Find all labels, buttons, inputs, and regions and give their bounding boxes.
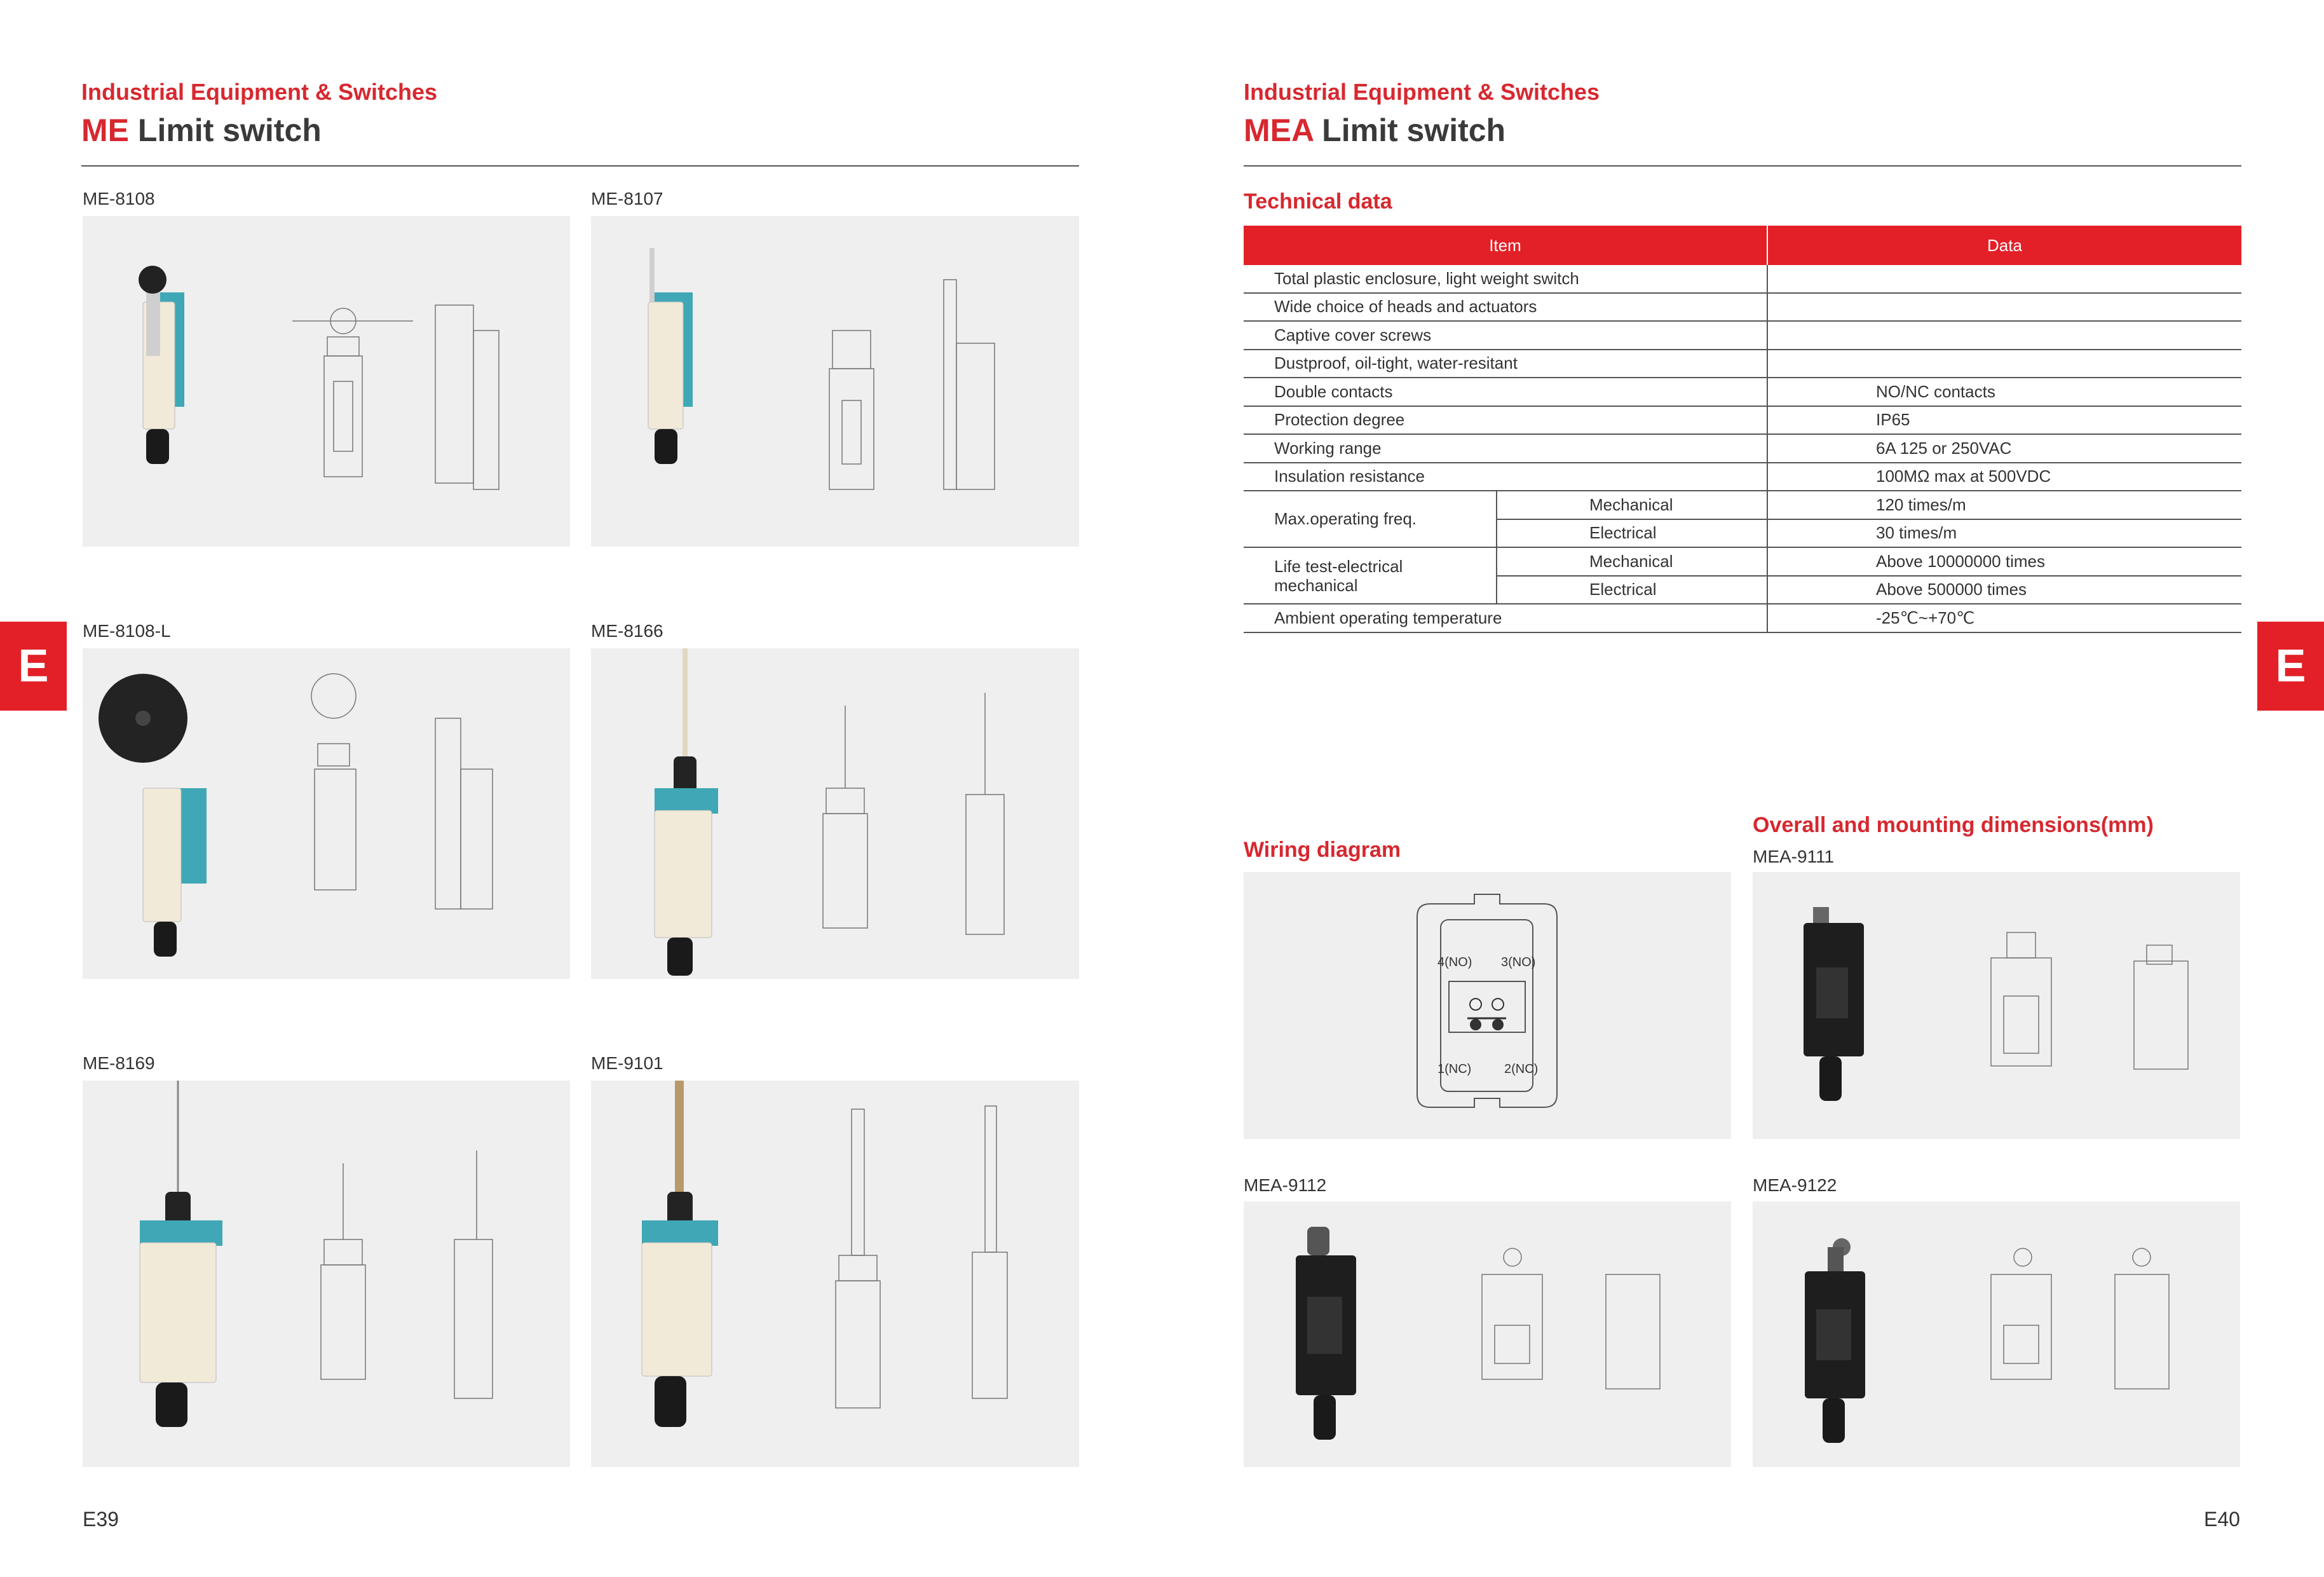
terminal-label-3no: 3(NO)	[1501, 955, 1536, 969]
row-item: Protection degree	[1244, 406, 1767, 435]
left-page-number: E39	[83, 1508, 119, 1531]
technical-data-heading: Technical data	[1244, 189, 1392, 214]
wiring-diagram-heading: Wiring diagram	[1244, 838, 1401, 862]
product-label-mea-9122: MEA-9122	[1753, 1175, 1837, 1195]
product-illustration-mea-9111	[1753, 872, 2240, 1139]
table-row	[1244, 293, 2241, 322]
product-panel-me-8108-l	[83, 648, 570, 979]
product-panel-mea-9112	[1244, 1201, 1731, 1467]
product-label-me-9101: ME-9101	[591, 1053, 663, 1073]
switch-photo	[139, 266, 184, 464]
product-panel-me-9101	[591, 1081, 1079, 1467]
left-title-rule	[81, 165, 1079, 167]
product-label-me-8108: ME-8108	[83, 189, 155, 208]
right-section-tab: E	[2257, 622, 2324, 711]
row-value: NO/NC contacts	[1767, 378, 2241, 406]
row-value: 120 times/m	[1767, 491, 2241, 519]
product-panel-me-8107	[591, 216, 1079, 547]
switch-photo	[1804, 907, 1864, 1101]
row-value: Above 10000000 times	[1767, 547, 2241, 576]
table-row	[1244, 350, 2241, 378]
switch-photo	[655, 648, 718, 976]
terminal-label-4no: 4(NO)	[1437, 955, 1472, 969]
product-illustration-me-8108	[83, 216, 570, 547]
right-category: Industrial Equipment & Switches	[1244, 79, 1600, 105]
product-panel-me-8108	[83, 216, 570, 547]
row-value: 100MΩ max at 500VDC	[1767, 463, 2241, 491]
table-row	[1244, 321, 2241, 350]
row-item: Captive cover screws	[1244, 321, 1767, 350]
dimension-drawing	[823, 693, 1004, 934]
product-illustration-me-9101	[591, 1081, 1079, 1467]
product-label-me-8107: ME-8107	[591, 189, 663, 208]
product-illustration-me-8166	[591, 648, 1079, 979]
right-page-number: E40	[2204, 1508, 2240, 1531]
table-row	[1244, 491, 2241, 519]
row-value: IP65	[1767, 406, 2241, 435]
wiring-diagram-panel	[1244, 872, 1731, 1139]
dimension-drawing	[292, 305, 499, 489]
row-value: Above 500000 times	[1767, 576, 2241, 604]
right-title-rest: Limit switch	[1322, 113, 1506, 148]
product-panel-me-8169	[83, 1081, 570, 1467]
product-illustration-mea-9122	[1753, 1201, 2240, 1467]
row-item: Max.operating freq.	[1244, 491, 1497, 547]
right-title-rule	[1244, 165, 2241, 167]
dimension-drawing	[321, 1150, 493, 1398]
product-panel-mea-9122	[1753, 1201, 2240, 1467]
dimension-drawing	[836, 1106, 1007, 1408]
row-value: -25℃~+70℃	[1767, 604, 2241, 632]
row-item	[1244, 547, 1497, 604]
left-page-title	[81, 112, 322, 149]
table-row	[1244, 604, 2241, 632]
table-row	[1244, 378, 2241, 406]
terminal-label-1nc: 1(NC)	[1437, 1062, 1472, 1076]
row-item: Total plastic enclosure, light weight switch	[1244, 265, 1767, 293]
product-panel-me-8166	[591, 648, 1079, 979]
left-title-rest: Limit switch	[137, 113, 322, 148]
table-header-data: Data	[1767, 226, 2241, 265]
dimension-drawing	[311, 674, 493, 909]
dimension-drawing	[1991, 932, 2188, 1069]
switch-photo	[1805, 1238, 1865, 1443]
row-item-line: mechanical	[1274, 575, 1358, 595]
row-subitem: Mechanical	[1497, 547, 1767, 576]
dimension-drawing	[829, 280, 995, 489]
row-subitem: Mechanical	[1497, 491, 1767, 519]
row-item: Dustproof, oil-tight, water-resitant	[1244, 350, 1767, 378]
row-item-line: Life test-electrical	[1274, 556, 1403, 576]
row-value: 6A 125 or 250VAC	[1767, 434, 2241, 463]
product-panel-mea-9111	[1753, 872, 2240, 1139]
row-value: 30 times/m	[1767, 519, 2241, 548]
switch-photo	[99, 674, 207, 957]
table-row	[1244, 547, 2241, 576]
wiring-diagram	[1244, 872, 1731, 1139]
switch-photo	[642, 1081, 718, 1427]
table-row	[1244, 406, 2241, 435]
switch-photo	[140, 1081, 222, 1427]
row-subitem: Electrical	[1497, 576, 1767, 604]
product-label-me-8169: ME-8169	[83, 1053, 155, 1073]
right-title-code: MEA	[1244, 113, 1314, 148]
dimensions-heading: Overall and mounting dimensions(mm)	[1753, 813, 2154, 837]
row-item: Wide choice of heads and actuators	[1244, 293, 1767, 322]
product-label-mea-9112: MEA-9112	[1244, 1175, 1327, 1195]
left-title-code: ME	[81, 113, 129, 148]
table-row	[1244, 265, 2241, 293]
table-header-item: Item	[1244, 226, 1767, 265]
product-illustration-me-8107	[591, 216, 1079, 547]
terminal-label-2nc: 2(NC)	[1504, 1062, 1539, 1076]
table-row	[1244, 434, 2241, 463]
table-row	[1244, 463, 2241, 491]
product-label-me-8108-l: ME-8108-L	[83, 621, 171, 641]
row-item: Double contacts	[1244, 378, 1767, 406]
left-section-tab: E	[0, 622, 67, 711]
dimension-drawing	[1991, 1248, 2169, 1389]
dimension-drawing	[1482, 1248, 1660, 1389]
row-item: Ambient operating temperature	[1244, 604, 1767, 632]
row-item: Insulation resistance	[1244, 463, 1767, 491]
switch-photo	[1296, 1227, 1356, 1440]
product-illustration-me-8169	[83, 1081, 570, 1467]
row-item: Working range	[1244, 434, 1767, 463]
product-illustration-me-8108-l	[83, 648, 570, 979]
row-subitem: Electrical	[1497, 519, 1767, 548]
product-illustration-mea-9112	[1244, 1201, 1731, 1467]
switch-photo	[648, 248, 693, 464]
right-page-title	[1244, 112, 1505, 149]
product-label-mea-9111: MEA-9111	[1753, 847, 1835, 866]
technical-data-table	[1244, 226, 2241, 633]
product-label-me-8166: ME-8166	[591, 621, 663, 641]
left-category: Industrial Equipment & Switches	[81, 79, 438, 105]
